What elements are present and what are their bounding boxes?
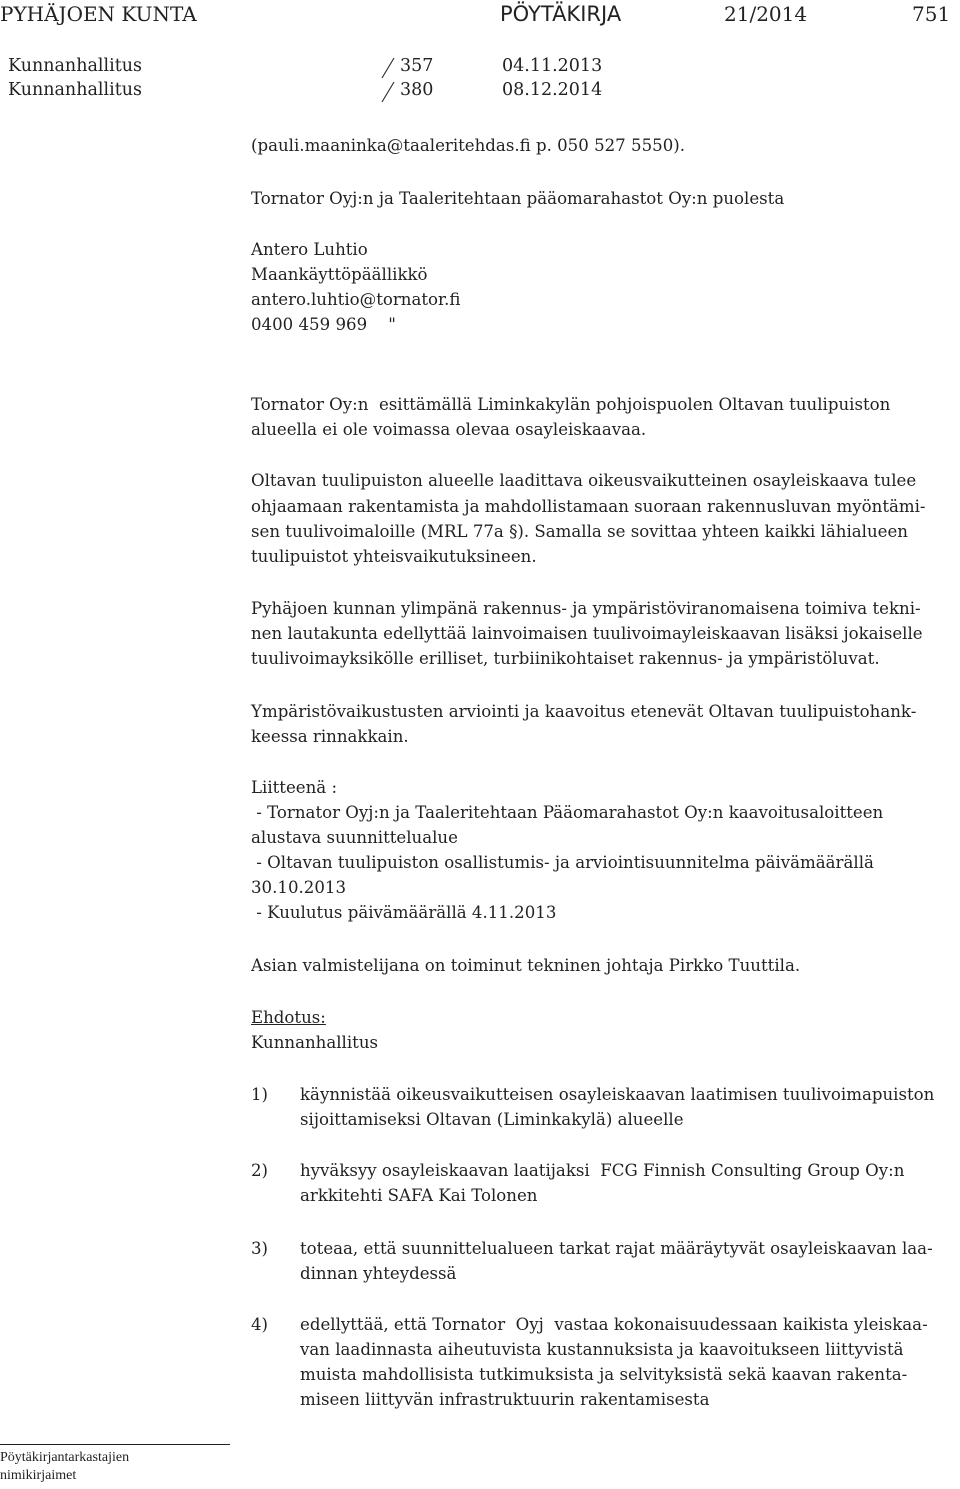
paragraph-line: tuulipuistot yhteisvaikutuksineen.	[251, 547, 537, 566]
section-sign-icon	[380, 56, 396, 80]
paragraph-line: tuulivoimayksikölle erilliset, turbiinikohtaiset rakennus- ja ympäristöluvat.	[251, 649, 880, 668]
reference-section: 380	[400, 80, 434, 100]
paragraph-line: keessa rinnakkain.	[251, 727, 409, 746]
reference-body: Kunnanhallitus	[8, 80, 142, 100]
paragraph-line: nen lautakunta edellyttää lainvoimaisen tuulivoimayleiskaavan lisäksi jokaiselle	[251, 624, 923, 643]
item-line: muista mahdollisista tutkimuksista ja selvityksistä sekä kaavan rakenta-	[300, 1365, 908, 1384]
attachment-line: - Oltavan tuulipuiston osallistumis- ja arviointisuunnitelma päivämäärällä	[251, 853, 874, 872]
item-line: dinnan yhteydessä	[300, 1264, 457, 1283]
paragraph-line: Oltavan tuulipuiston alueelle laadittava oikeusvaikutteinen osayleiskaava tulee	[251, 471, 917, 490]
attachment-line: alustava suunnittelualue	[251, 828, 458, 847]
paragraph-line: Pyhäjoen kunnan ylimpänä rakennus- ja ympäristöviranomaisena toimiva tekni-	[251, 599, 921, 618]
item-line: hyväksyy osayleiskaavan laatijaksi FCG Finnish Consulting Group Oy:n	[300, 1161, 905, 1180]
paragraph-line: sen tuulivoimaloille (MRL 77a §). Samalla se sovittaa yhteen kaikki lähialueen	[251, 522, 908, 541]
paragraph-line: Tornator Oy:n esittämällä Liminkakylän pohjoispuolen Oltavan tuulipuiston	[251, 395, 891, 414]
item-line: sijoittamiseksi Oltavan (Liminkakylä) alueelle	[300, 1110, 684, 1129]
item-number: 3)	[251, 1239, 269, 1258]
item-line: käynnistää oikeusvaikutteisen osayleiskaavan laatimisen tuulivoimapuiston	[300, 1085, 935, 1104]
item-line: van laadinnasta aiheutuvista kustannuksista ja kaavoitukseen liittyvistä	[300, 1340, 904, 1359]
paragraph-line: Ympäristövaikustusten arviointi ja kaavoitus etenevät Oltavan tuulipuistohank-	[251, 702, 917, 721]
item-line: arkkitehti SAFA Kai Tolonen	[300, 1186, 538, 1205]
item-number: 1)	[251, 1085, 269, 1104]
attachment-line: - Kuulutus päivämäärällä 4.11.2013	[251, 903, 557, 922]
preparer-line: Asian valmistelijana on toiminut tekninen johtaja Pirkko Tuuttila.	[251, 956, 801, 975]
section-sign-icon	[380, 80, 396, 104]
reference-date: 04.11.2013	[502, 56, 603, 76]
reference-date: 08.12.2014	[502, 80, 603, 100]
attachments-heading: Liitteenä :	[251, 778, 338, 797]
footer-label: nimikirjaimet	[0, 1468, 77, 1483]
contact-title: Maankäyttöpäällikkö	[251, 265, 428, 284]
item-line: toteaa, että suunnittelualueen tarkat rajat määräytyvät osayleiskaavan laa-	[300, 1239, 933, 1258]
header-doc-type: PÖYTÄKIRJA	[500, 2, 622, 26]
footer-divider	[0, 1444, 230, 1445]
contact-phone: 0400 459 969 "	[251, 315, 396, 334]
paragraph-line: alueella ei ole voimassa olevaa osayleiskaavaa.	[251, 420, 647, 439]
reference-body: Kunnanhallitus	[8, 56, 142, 76]
proposal-body: Kunnanhallitus	[251, 1033, 379, 1052]
reference-section: 357	[400, 56, 434, 76]
header-issue: 21/2014	[724, 2, 808, 26]
item-number: 4)	[251, 1315, 269, 1334]
header-page-number: 751	[912, 2, 951, 26]
item-line: edellyttää, että Tornator Oyj vastaa kokonaisuudessaan kaikista yleiskaa-	[300, 1315, 928, 1334]
contact-email: antero.luhtio@tornator.fi	[251, 290, 461, 309]
attachment-line: 30.10.2013	[251, 878, 347, 897]
attachment-line: - Tornator Oyj:n ja Taaleritehtaan Pääomarahastot Oy:n kaavoitusaloitteen	[251, 803, 884, 822]
proposal-heading: Ehdotus:	[251, 1008, 326, 1027]
header-municipality: PYHÄJOEN KUNTA	[0, 2, 197, 26]
contact-name: Antero Luhtio	[251, 240, 368, 259]
paragraph-line: ohjaamaan rakentamista ja mahdollistamaan suoraan rakennusluvan myöntämi-	[251, 497, 926, 516]
contact-email-line: (pauli.maaninka@taaleritehdas.fi p. 050 527 5550).	[251, 136, 685, 155]
item-number: 2)	[251, 1161, 269, 1180]
footer-label: Pöytäkirjantarkastajien	[0, 1450, 130, 1465]
contact-behalf: Tornator Oyj:n ja Taaleritehtaan pääomarahastot Oy:n puolesta	[251, 189, 785, 208]
item-line: miseen liittyvän infrastruktuurin rakentamisesta	[300, 1390, 710, 1409]
